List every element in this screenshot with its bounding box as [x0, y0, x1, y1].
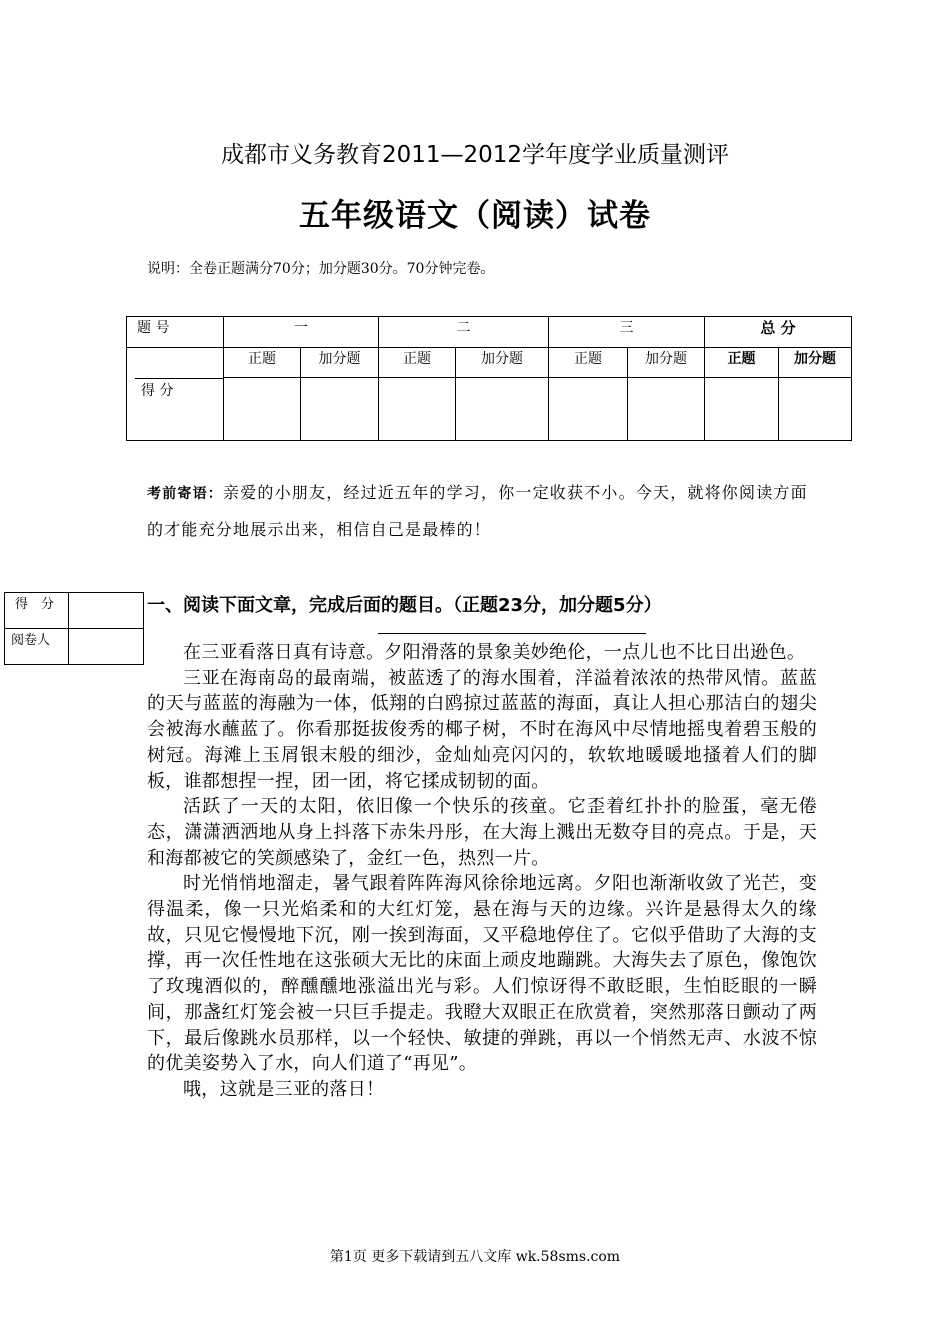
section-header-3: 三: [549, 317, 705, 348]
exam-title: 成都市义务教育2011—2012学年度学业质量测评: [220, 142, 730, 168]
sub-header: 加分题: [456, 348, 549, 378]
score-cell[interactable]: [779, 378, 852, 441]
score-cell[interactable]: [628, 378, 705, 441]
score-cell[interactable]: [224, 378, 301, 441]
grader-score-label: 得 分: [5, 593, 69, 629]
exam-message: [147, 475, 817, 548]
score-cell[interactable]: [379, 378, 456, 441]
score-row-label: 得 分: [141, 383, 174, 399]
section-header-2: 二: [379, 317, 549, 348]
score-cell[interactable]: [456, 378, 549, 441]
sub-header: 正题: [224, 348, 301, 378]
score-cell[interactable]: [549, 378, 628, 441]
sub-header: 正题: [549, 348, 628, 378]
exam-message-text: 亲爱的小朋友，经过近五年的学习，你一定收获不小。今天，就将你阅读方面的才能充分地展示出来，相信自己是最棒的！: [147, 483, 808, 539]
grader-score-cell[interactable]: [69, 593, 144, 629]
passage-paragraph: 哦，这就是三亚的落日！: [183, 1078, 385, 1100]
grader-box: [4, 592, 144, 665]
sub-header: 加分题: [301, 348, 379, 378]
passage-paragraph: 三亚在海南岛的最南端，被蓝透了的海水围着，洋溢着浓浓的热带风情。蓝蓝的天与蓝蓝的海融为一体，低翔的白鸥掠过蓝蓝的海面，真让人担心那洁白的翅尖会被海水蘸蓝了。你看那挺拔俊秀的椰子树，不时在海风中尽情地摇曳着碧玉般的树冠。海滩上玉屑银末般的细沙，金灿灿亮闪闪的，软软地暖暖地搔着人们的脚板，谁都想捏一捏，团一团，将它揉成韧韧的面。: [147, 667, 817, 792]
section-header-1: 一: [224, 317, 379, 348]
score-cell[interactable]: [705, 378, 779, 441]
grader-name-cell[interactable]: [69, 629, 144, 665]
exam-message-label: 考前寄语：: [147, 486, 223, 502]
grader-name-label: 阅卷人: [5, 629, 69, 665]
exam-subtitle: 五年级语文（阅读）试卷: [299, 198, 651, 234]
passage-paragraph: 活跃了一天的太阳，依旧像一个快乐的孩童。它歪着红扑扑的脸蛋，毫无倦态，潇潇洒洒地从身上抖落下赤朱丹彤，在大海上溅出无数夺目的亮点。于是，天和海都被它的笑颜感染了，金红一色，热烈一片。: [147, 796, 817, 869]
page-footer: 第1页 更多下载请到五八文库 wk.58sms.com: [329, 1249, 621, 1265]
title-blank-line: [378, 633, 646, 634]
score-table: [126, 316, 852, 441]
reading-passage: [147, 640, 817, 1103]
section-heading: 一、阅读下面文章，完成后面的题目。（正题23分，加分题5分）: [147, 595, 662, 616]
passage-paragraph: 时光悄悄地溜走，暑气跟着阵阵海风徐徐地远离。夕阳也渐渐收敛了光芒，变得温柔，像一只光焰柔和的大红灯笼，悬在海与天的边缘。兴许是悬得太久的缘故，只见它慢慢地下沉，刚一挨到海面，又平稳地停住了。它似乎借助了大海的支撑，再一次任性地在这张硕大无比的床面上顽皮地蹦跳。大海失去了原色，像饱饮了玫瑰酒似的，醉醺醺地涨溢出光与彩。人们惊讶得不敢眨眼，生怕眨眼的一瞬间，那盏红灯笼会被一只巨手提走。我瞪大双眼正在欣赏着，突然那落日颤动了两下，最后像跳水员那样，以一个轻快、敏捷的弹跳，再以一个悄然无声、水波不惊的优美姿势入了水，向人们道了“再见”。: [147, 873, 817, 1075]
sub-header: 加分题: [628, 348, 705, 378]
passage-paragraph: 在三亚看落日真有诗意。夕阳滑落的景象美妙绝伦，一点儿也不比日出逊色。: [183, 642, 806, 663]
exam-instructions: 说明：全卷正题满分70分；加分题30分。70分钟完卷。: [147, 261, 495, 277]
sub-header: 加分题: [779, 348, 852, 378]
score-cell[interactable]: [301, 378, 379, 441]
total-header: 总 分: [705, 317, 852, 348]
sub-header: 正题: [705, 348, 779, 378]
sub-header: 正题: [379, 348, 456, 378]
row-label-header: 题 号: [127, 317, 224, 348]
